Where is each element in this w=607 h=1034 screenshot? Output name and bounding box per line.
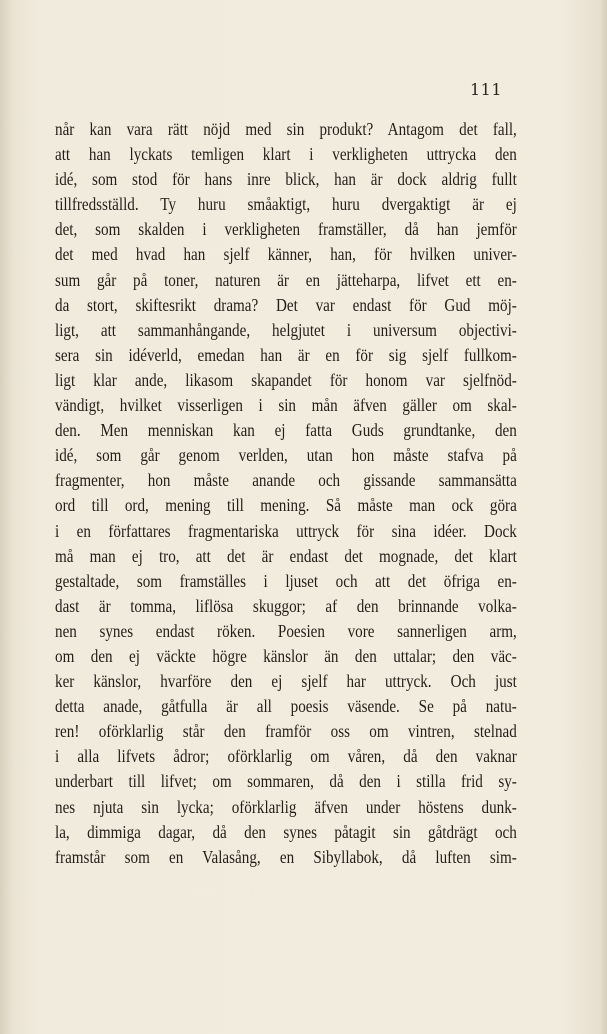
text-line: ren! oförklarlig står den framför oss om vintren, stelnad bbox=[55, 721, 517, 742]
text-line: sera sin idéverld, emedan han är en för sig sjelf fullkom- bbox=[55, 344, 517, 365]
text-line: ord till ord, mening till mening. Så måste man ock göra bbox=[55, 495, 517, 516]
text-line: att han lyckats temligen klart i verkligheten uttrycka den bbox=[55, 144, 517, 165]
text-line: da stort, skiftesrikt drama? Det var endast för Gud möj- bbox=[55, 294, 517, 315]
text-line: vändigt, hvilket visserligen i sin mån äfven gäller om skal- bbox=[55, 395, 517, 416]
text-line: ligt, att sammanhångande, helgjutet i universum objectivi- bbox=[55, 319, 517, 340]
text-line: nen synes endast röken. Poesien vore sannerligen arm, bbox=[55, 620, 517, 641]
text-line: underbart till lifvet; om sommaren, då den i stilla frid sy- bbox=[55, 771, 517, 792]
text-line: det, som skalden i verkligheten framställer, då han jemför bbox=[55, 219, 517, 240]
text-line: tillfredsställd. Ty huru småaktigt, huru dvergaktigt är ej bbox=[55, 194, 517, 215]
text-line: i alla lifvets ådror; oförklarlig om våren, då den vaknar bbox=[55, 746, 517, 767]
text-line: idé, som går genom verlden, utan hon måste stafva på bbox=[55, 445, 517, 466]
text-line: la, dimmiga dagar, då den synes påtagit sin gåtdrägt och bbox=[55, 821, 517, 842]
text-line: idé, som stod för hans inre blick, han är dock aldrig fullt bbox=[55, 169, 517, 190]
text-line: om den ej väckte högre känslor än den uttalar; den väc- bbox=[55, 645, 517, 666]
text-line: fragmenter, hon måste anande och gissande sammansätta bbox=[55, 470, 517, 491]
text-line: når kan vara rätt nöjd med sin produkt? Antagom det fall, bbox=[55, 119, 517, 139]
text-line: må man ej tro, att det är endast det mognade, det klart bbox=[55, 545, 517, 566]
page-number: 111 bbox=[470, 80, 503, 99]
text-line: det med hvad han sjelf känner, han, för hvilken univer- bbox=[55, 244, 517, 265]
text-line: gestaltade, som framställes i ljuset och att det öfriga en- bbox=[55, 570, 517, 591]
text-line: dast är tomma, liflösa skuggor; af den brinnande volka- bbox=[55, 595, 517, 616]
text-line: sum går på toner, naturen är en jätteharpa, lifvet ett en- bbox=[55, 269, 517, 290]
text-line: nes njuta sin lycka; oförklarlig äfven under höstens dunk- bbox=[55, 796, 517, 817]
text-line: ligt klar ande, likasom skapandet för honom var sjelfnöd- bbox=[55, 369, 517, 390]
text-line: detta anade, gåtfulla är all poesis väsende. Se på natu- bbox=[55, 696, 517, 717]
text-line: framstår som en Valasång, en Sibyllabok, då luften sim- bbox=[55, 846, 517, 867]
body-text bbox=[55, 117, 517, 870]
text-line: den. Men menniskan kan ej fatta Guds grundtanke, den bbox=[55, 420, 517, 441]
text-line: i en författares fragmentariska uttryck för sina idéer. Dock bbox=[55, 520, 517, 541]
text-line: ker känslor, hvarföre den ej sjelf har uttryck. Och just bbox=[55, 671, 517, 692]
